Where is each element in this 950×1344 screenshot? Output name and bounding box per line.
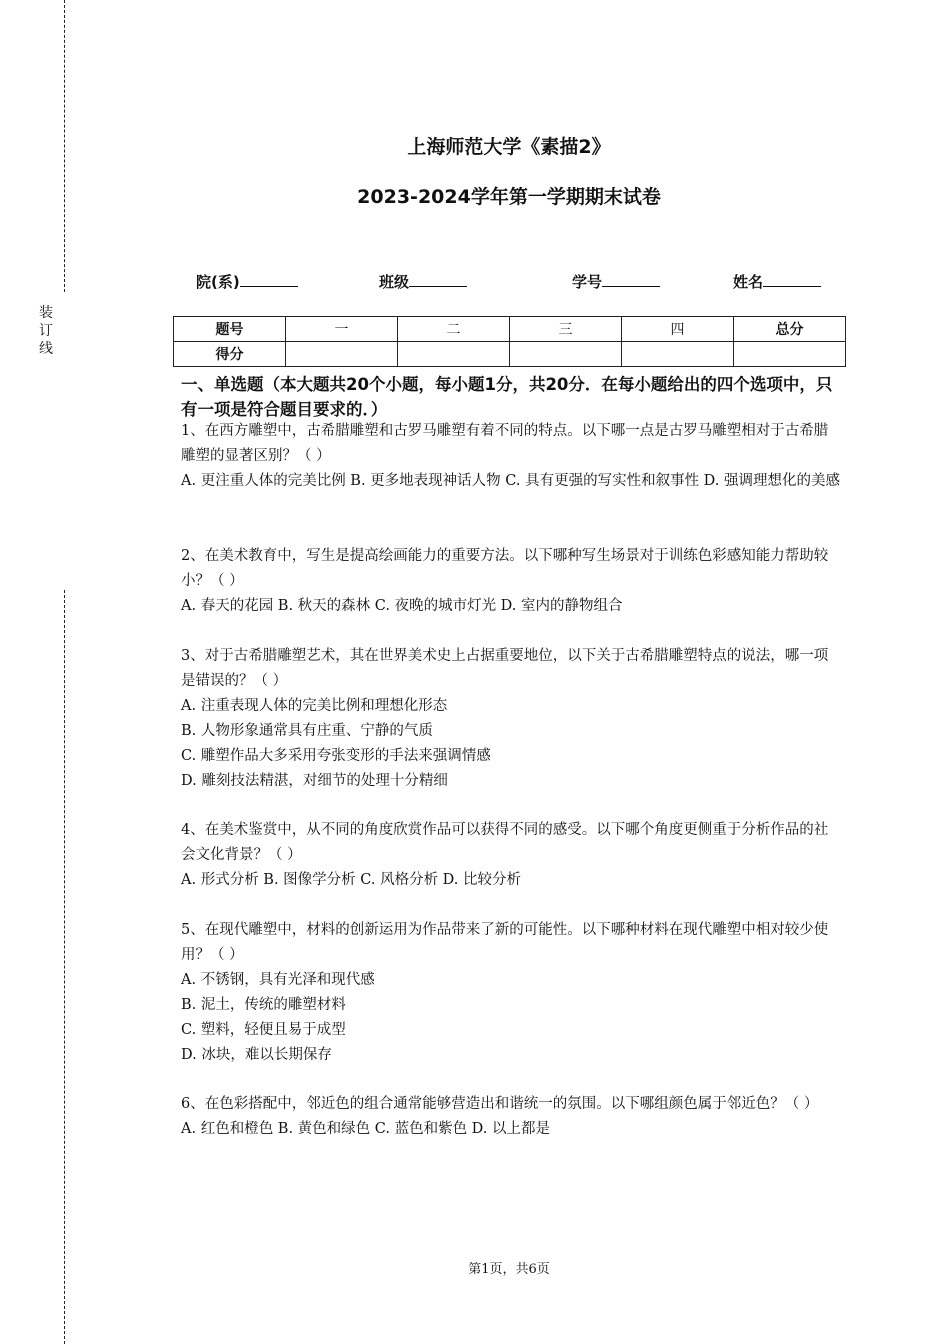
score-table-header-row <box>174 317 846 342</box>
class-blank[interactable] <box>409 270 467 287</box>
student-id-field[interactable] <box>572 270 660 292</box>
class-field[interactable] <box>379 270 467 292</box>
question-option: D. 冰块，难以长期保存 <box>181 1047 332 1063</box>
question-options: A. 形式分析 B. 图像学分析 C. 风格分析 D. 比较分析 <box>181 872 522 888</box>
score-cell[interactable] <box>622 342 734 367</box>
student-info-row <box>0 270 950 294</box>
score-cell: 总分 <box>734 317 846 342</box>
question-stem: 6、在色彩搭配中，邻近色的组合通常能够营造出和谐统一的氛围。以下哪组颜色属于邻近色？（ ） <box>181 1096 819 1112</box>
question-stem: 4、在美术鉴赏中，从不同的角度欣赏作品可以获得不同的感受。以下哪个角度更侧重于分析作品的社会文化背景？（ ） <box>181 822 829 863</box>
question-option: A. 不锈钢，具有光泽和现代感 <box>181 972 375 988</box>
question-3 <box>181 644 841 794</box>
question-2 <box>181 544 841 619</box>
department-label: 院(系) <box>196 273 240 291</box>
score-cell: 得分 <box>174 342 286 367</box>
score-cell[interactable] <box>734 342 846 367</box>
student-id-label: 学号 <box>572 273 603 291</box>
question-stem: 2、在美术教育中，写生是提高绘画能力的重要方法。以下哪种写生场景对于训练色彩感知能力帮助较小？（ ） <box>181 548 829 589</box>
name-blank[interactable] <box>763 270 821 287</box>
score-cell: 二 <box>398 317 510 342</box>
score-cell: 四 <box>622 317 734 342</box>
question-option: B. 泥土，传统的雕塑材料 <box>181 997 346 1013</box>
question-1 <box>181 419 841 494</box>
question-6 <box>181 1092 841 1142</box>
question-option: B. 人物形象通常具有庄重、宁静的气质 <box>181 723 433 739</box>
question-options: A. 更注重人体的完美比例 B. 更多地表现神话人物 C. 具有更强的写实性和叙事性 D. 强调理想化的美感 <box>181 473 841 489</box>
score-table-score-row <box>174 342 846 367</box>
binding-char: 装 <box>39 305 53 321</box>
section-heading: 一、单选题（本大题共20个小题，每小题1分，共20分．在每小题给出的四个选项中，只有一项是符合题目要求的．） <box>181 375 833 419</box>
score-cell: 题号 <box>174 317 286 342</box>
question-options: A. 春天的花园 B. 秋天的森林 C. 夜晚的城市灯光 D. 室内的静物组合 <box>181 598 623 614</box>
binding-char: 订 <box>39 323 53 339</box>
question-option: A. 注重表现人体的完美比例和理想化形态 <box>181 698 448 714</box>
department-blank[interactable] <box>240 270 298 287</box>
student-id-blank[interactable] <box>602 270 660 287</box>
score-cell[interactable] <box>398 342 510 367</box>
exam-title: 上海师范大学《素描2》 <box>407 136 611 158</box>
score-table <box>173 316 846 367</box>
question-options: A. 红色和橙色 B. 黄色和绿色 C. 蓝色和紫色 D. 以上都是 <box>181 1121 551 1137</box>
name-field[interactable] <box>733 270 821 292</box>
score-cell[interactable] <box>286 342 398 367</box>
score-cell: 一 <box>286 317 398 342</box>
question-option: C. 塑料，轻便且易于成型 <box>181 1022 346 1038</box>
question-4 <box>181 818 841 893</box>
question-option: D. 雕刻技法精湛，对细节的处理十分精细 <box>181 773 448 789</box>
score-cell: 三 <box>510 317 622 342</box>
page-number: 第1页，共6页 <box>468 1262 550 1277</box>
class-label: 班级 <box>379 273 410 291</box>
question-option: C. 雕塑作品大多采用夸张变形的手法来强调情感 <box>181 748 491 764</box>
binding-char: 线 <box>39 341 53 357</box>
question-stem: 3、对于古希腊雕塑艺术，其在世界美术史上占据重要地位，以下关于古希腊雕塑特点的说法，哪一项是错误的？（ ） <box>181 648 829 689</box>
name-label: 姓名 <box>733 273 764 291</box>
question-5 <box>181 918 841 1068</box>
binding-line-bottom <box>64 590 65 1344</box>
score-cell[interactable] <box>510 342 622 367</box>
question-stem: 5、在现代雕塑中，材料的创新运用为作品带来了新的可能性。以下哪种材料在现代雕塑中相对较少使用？（ ） <box>181 922 829 963</box>
question-stem: 1、在西方雕塑中，古希腊雕塑和古罗马雕塑有着不同的特点。以下哪一点是古罗马雕塑相对于古希腊雕塑的显著区别？（ ） <box>181 423 829 464</box>
binding-label <box>38 304 54 358</box>
exam-subtitle: 2023-2024学年第一学期期末试卷 <box>357 186 661 208</box>
department-field[interactable] <box>196 270 298 292</box>
